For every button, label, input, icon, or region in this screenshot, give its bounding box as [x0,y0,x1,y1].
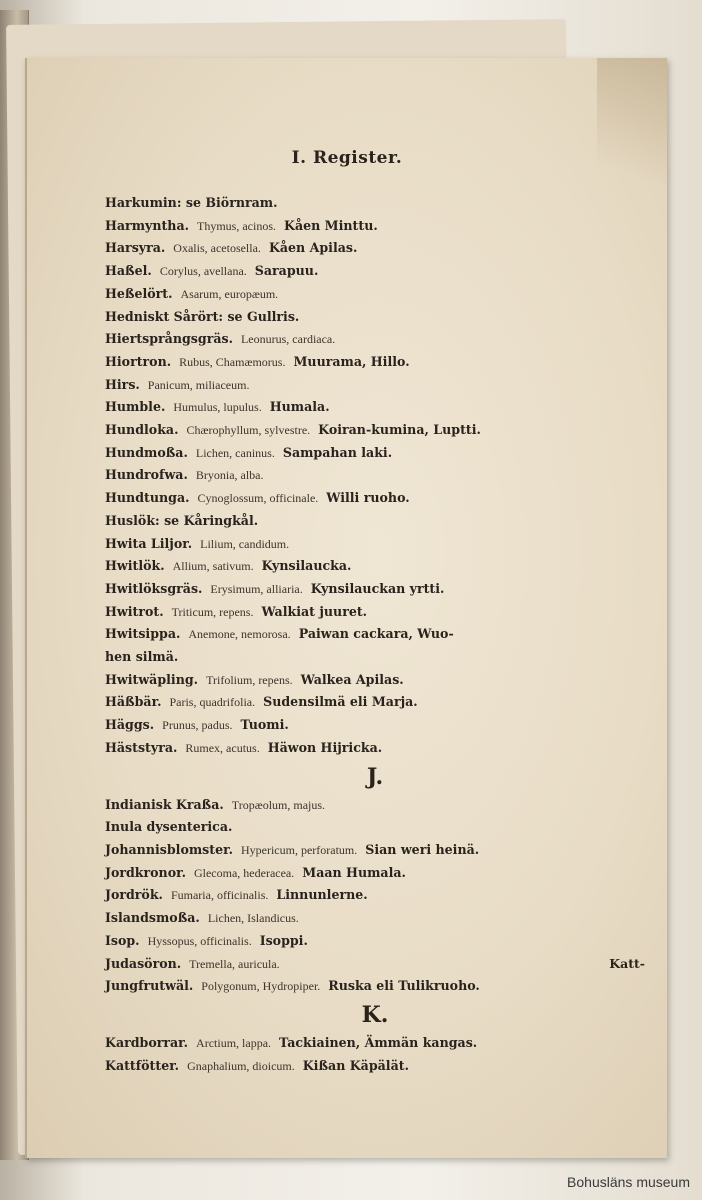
swedish-name: Jordrök. [105,887,163,903]
latin-name: Prunus, padus. [162,718,233,733]
swedish-name: Hiertsprångsgräs. [105,331,233,347]
entry-h-20 [105,646,645,669]
latin-name: Rubus, Chamæmorus. [179,354,286,369]
finnish-name: Humala. [269,399,330,415]
entry-h-23 [105,714,645,737]
latin-name: Lichen, caninus. [195,445,275,460]
finnish-name: Muurama, Hillo. [293,353,410,369]
swedish-name: Judasöron. [105,955,182,971]
swedish-name: Hundmoßa. [105,444,188,460]
entry-i-3 [105,862,645,885]
entry-h-3 [105,260,645,283]
swedish-name: Indianisk Kraßa. [105,796,224,812]
latin-name: Allium, sativum. [172,559,254,574]
swedish-name: Harkumin: se Biörnram. [105,195,278,210]
swedish-name: Jungfrutwäl. [105,978,194,994]
entry-h-21 [105,669,645,692]
latin-name: Chærophyllum, sylvestre. [186,423,311,438]
page-title: I. Register. [291,148,403,168]
swedish-name: Humble. [105,399,166,415]
swedish-name: Häggs. [105,717,155,733]
entry-h-16 [105,555,645,578]
latin-name: Lilium, candidum. [200,536,290,551]
entry-h-0 [105,192,645,215]
entry-h-9 [105,396,645,419]
entry-h-24 [105,737,645,760]
entry-i-6 [105,930,645,953]
finnish-name: Walkiat juuret. [261,603,368,619]
swedish-name: hen silmä. [105,649,179,665]
swedish-name: Hundrofwa. [105,467,188,483]
catchword: Katt- [609,956,645,971]
finnish-name: Maan Humala. [302,864,406,880]
finnish-name: Sian weri heinä. [365,841,480,857]
entry-h-5 [105,306,645,329]
finnish-name: Walkea Apilas. [300,671,404,687]
latin-name: Corylus, avellana. [159,264,247,279]
swedish-name: Häßbär. [105,694,162,710]
finnish-name: Kåen Minttu. [284,217,378,233]
entry-h-18 [105,601,645,624]
entry-h-2 [105,237,645,260]
swedish-name: Harsyra. [105,240,166,256]
latin-name: Cynoglossum, officinale. [197,491,319,506]
swedish-name: Hwitlök. [105,558,165,574]
latin-name: Panicum, miliaceum. [147,377,250,392]
entry-i-2 [105,839,645,862]
swedish-name: Hedniskt Sårört: se Gullris. [105,308,300,324]
swedish-name: Kattfötter. [105,1057,180,1073]
swedish-name: Huslök: se Kåringkål. [105,512,259,528]
swedish-name: Kardborrar. [105,1034,189,1050]
latin-name: Triticum, repens. [171,604,254,619]
latin-name: Fumaria, officinalis. [170,888,269,903]
finnish-name: Kißan Käpälät. [302,1057,409,1073]
swedish-name: Harmyntha. [105,217,190,233]
section-letter-j: J. [366,763,384,790]
register-entries [105,192,645,1077]
entry-h-22 [105,691,645,714]
entry-h-13 [105,487,645,510]
entry-i-4 [105,884,645,907]
finnish-name: Koiran-kumina, Luptti. [318,422,481,438]
entry-h-7 [105,351,645,374]
entry-h-8 [105,374,645,397]
entry-h-1 [105,215,645,238]
entry-h-4 [105,283,645,306]
latin-name: Gnaphalium, dioicum. [187,1058,295,1073]
entry-i-5 [105,907,645,930]
entry-h-11 [105,442,645,465]
swedish-name: Hwita Liljor. [105,535,193,551]
finnish-name: Sarapuu. [254,263,319,279]
finnish-name: Sampahan laki. [282,444,393,460]
latin-name: Trifolium, repens. [206,672,293,687]
swedish-name: Häststyra. [105,739,178,755]
entry-h-10 [105,419,645,442]
latin-name: Asarum, europæum. [180,286,279,301]
latin-name: Arctium, lappa. [196,1035,272,1050]
entry-h-14 [105,510,645,533]
latin-name: Tropæolum, majus. [231,797,326,812]
swedish-name: Isop. [105,932,140,948]
entry-i-0 [105,794,645,817]
finnish-name: Isoppi. [259,932,308,948]
swedish-name: Inula dysenterica. [105,819,233,835]
latin-name: Glecoma, hederacea. [193,865,295,880]
entry-i-7 [105,953,645,976]
book-page [25,58,667,1158]
finnish-name: Kynsilaucka. [261,558,352,574]
section-letter-k: K. [361,1001,389,1028]
finnish-name: Linnunlerne. [276,887,368,903]
entry-i-1 [105,816,645,839]
swedish-name: Hwitrot. [105,603,164,619]
swedish-name: Hundtunga. [105,490,190,506]
finnish-name: Kynsilauckan yrtti. [310,580,445,596]
finnish-name: Ruska eli Tulikruoho. [328,978,480,994]
entry-i-8 [105,975,645,998]
latin-name: Lichen, Islandicus. [207,911,299,926]
finnish-name: Häwon Hijricka. [267,739,383,755]
swedish-name: Johannisblomster. [105,841,233,857]
finnish-name: Paiwan cackara, Wuo- [298,626,454,642]
latin-name: Erysimum, alliaria. [210,581,303,596]
finnish-name: Tackiainen, Ämmän kangas. [279,1034,478,1050]
latin-name: Bryonia, alba. [195,468,264,483]
latin-name: Rumex, acutus. [185,740,260,755]
latin-name: Paris, quadrifolia. [169,695,256,710]
latin-name: Leonurus, cardiaca. [240,332,336,347]
swedish-name: Hiortron. [105,353,172,369]
finnish-name: Kåen Apilas. [268,240,358,256]
finnish-name: Tuomi. [240,717,289,733]
entry-h-19 [105,623,645,646]
page-stain [597,58,667,198]
finnish-name: Sudensilmä eli Marja. [263,694,418,710]
swedish-name: Hwitlöksgräs. [105,580,203,596]
entry-k-0 [105,1032,645,1055]
swedish-name: Hirs. [105,376,140,392]
entry-h-17 [105,578,645,601]
latin-name: Anemone, nemorosa. [188,627,291,642]
latin-name: Hyssopus, officinalis. [147,933,252,948]
latin-name: Oxalis, acetosella. [173,241,261,256]
entry-k-1 [105,1055,645,1078]
museum-credit: Bohusläns museum [567,1174,690,1190]
entry-h-15 [105,533,645,556]
swedish-name: Heßelört. [105,285,173,301]
swedish-name: Islandsmoßa. [105,910,200,926]
latin-name: Polygonum, Hydropiper. [201,979,321,994]
latin-name: Tremella, auricula. [189,956,280,971]
swedish-name: Hundloka. [105,422,179,438]
swedish-name: Hwitsippa. [105,626,181,642]
swedish-name: Haßel. [105,263,152,279]
entry-h-12 [105,464,645,487]
latin-name: Humulus, lupulus. [173,400,262,415]
latin-name: Thymus, acinos. [197,218,277,233]
latin-name: Hypericum, perforatum. [240,842,358,857]
entry-h-6 [105,328,645,351]
swedish-name: Hwitwäpling. [105,671,199,687]
finnish-name: Willi ruoho. [326,490,410,506]
swedish-name: Jordkronor. [105,864,186,880]
